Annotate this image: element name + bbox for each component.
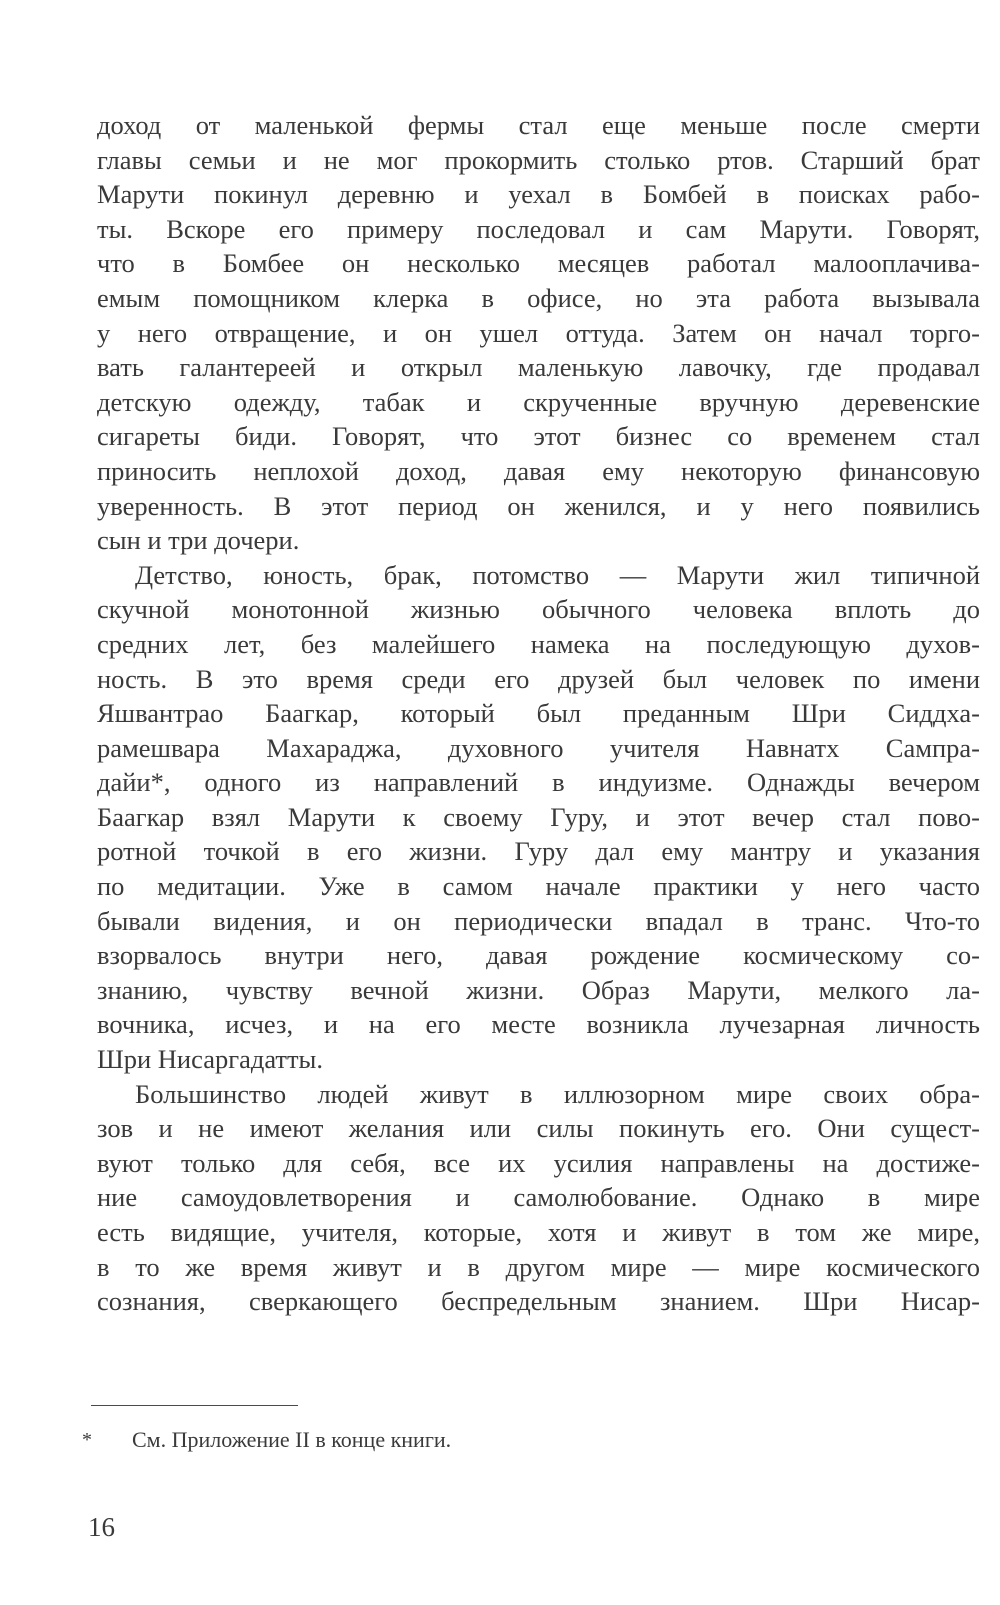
- footnote-asterisk: *: [82, 1429, 92, 1451]
- text-line: ние самоудовлетворения и самолюбование. Однако в мире: [97, 1182, 980, 1213]
- footnote: [82, 1425, 962, 1455]
- text-line: Детство, юность, брак, потомство — Марути жил типичной: [135, 559, 980, 590]
- footnote-divider: [91, 1405, 298, 1406]
- page-number: 16: [88, 1512, 115, 1542]
- text-line: у него отвращение, и он ушел оттуда. Затем он начал торго-: [97, 317, 980, 348]
- text-line: что в Бомбее он несколько месяцев работал малооплачива-: [97, 248, 980, 279]
- text-line: главы семьи и не мог прокормить столько ртов. Старший брат: [97, 144, 980, 175]
- body-text: [97, 108, 980, 1319]
- text-line: скучной монотонной жизнью обычного человека вплоть до: [97, 594, 980, 625]
- text-line: рамешвара Махараджа, духовного учителя Навнатх Сампра-: [97, 732, 980, 763]
- text-line: емым помощником клерка в офисе, но эта работа вызывала: [97, 282, 980, 313]
- text-line: Баагкар взял Марути к своему Гуру, и этот вечер стал пово-: [97, 801, 980, 832]
- text-line: зов и не имеют желания или силы покинуть его. Они сущест-: [97, 1113, 980, 1144]
- text-line: средних лет, без малейшего намека на последующую духов-: [97, 628, 980, 659]
- text-line: Большинство людей живут в иллюзорном мире своих обра-: [135, 1078, 980, 1109]
- text-line: по медитации. Уже в самом начале практики у него часто: [97, 871, 980, 902]
- text-line: вать галантереей и открыл маленькую лавочку, где продавал: [97, 352, 980, 383]
- text-line: сигареты биди. Говорят, что этот бизнес со временем стал: [97, 421, 980, 452]
- text-line: доход от маленькой фермы стал еще меньше после смерти: [97, 110, 980, 140]
- text-line: уверенность. В этот период он женился, и у него появились: [97, 490, 980, 521]
- text-line: сознания, сверкающего беспредельным знанием. Шри Нисар-: [97, 1286, 980, 1317]
- text-line: ты. Вскоре его примеру последовал и сам Марути. Говорят,: [97, 213, 980, 244]
- text-line: в то же время живут и в другом мире — мире космического: [97, 1251, 980, 1282]
- text-line: детскую одежду, табак и скрученные вручную деревенские: [97, 386, 980, 417]
- text-line: ротной точкой в его жизни. Гуру дал ему мантру и указания: [97, 836, 980, 867]
- text-line: есть видящие, учителя, которые, хотя и живут в том же мире,: [97, 1217, 980, 1247]
- text-line: Марути покинул деревню и уехал в Бомбей в поисках рабо-: [97, 179, 980, 210]
- text-line: сын и три дочери.: [97, 525, 300, 556]
- text-line: знанию, чувству вечной жизни. Образ Марути, мелкого ла-: [97, 974, 980, 1005]
- text-line: Шри Нисаргадатты.: [97, 1044, 323, 1075]
- text-line: ность. В это время среди его друзей был человек по имени: [97, 663, 980, 694]
- text-line: взорвалось внутри него, давая рождение космическому со-: [97, 940, 980, 971]
- text-line: Яшвантрао Баагкар, который был преданным Шри Сиддха-: [97, 698, 980, 729]
- footnote-text: См. Приложение II в конце книги.: [132, 1427, 452, 1452]
- text-line: дайи*, одного из направлений в индуизме. Однажды вечером: [97, 767, 980, 798]
- text-line: вочника, исчез, и на его месте возникла лучезарная личность: [97, 1009, 980, 1040]
- text-line: вуют только для себя, все их усилия направлены на достиже-: [97, 1147, 980, 1178]
- text-line: приносить неплохой доход, давая ему некоторую финансовую: [97, 455, 980, 486]
- text-line: бывали видения, и он периодически впадал в транс. Что-то: [97, 905, 980, 936]
